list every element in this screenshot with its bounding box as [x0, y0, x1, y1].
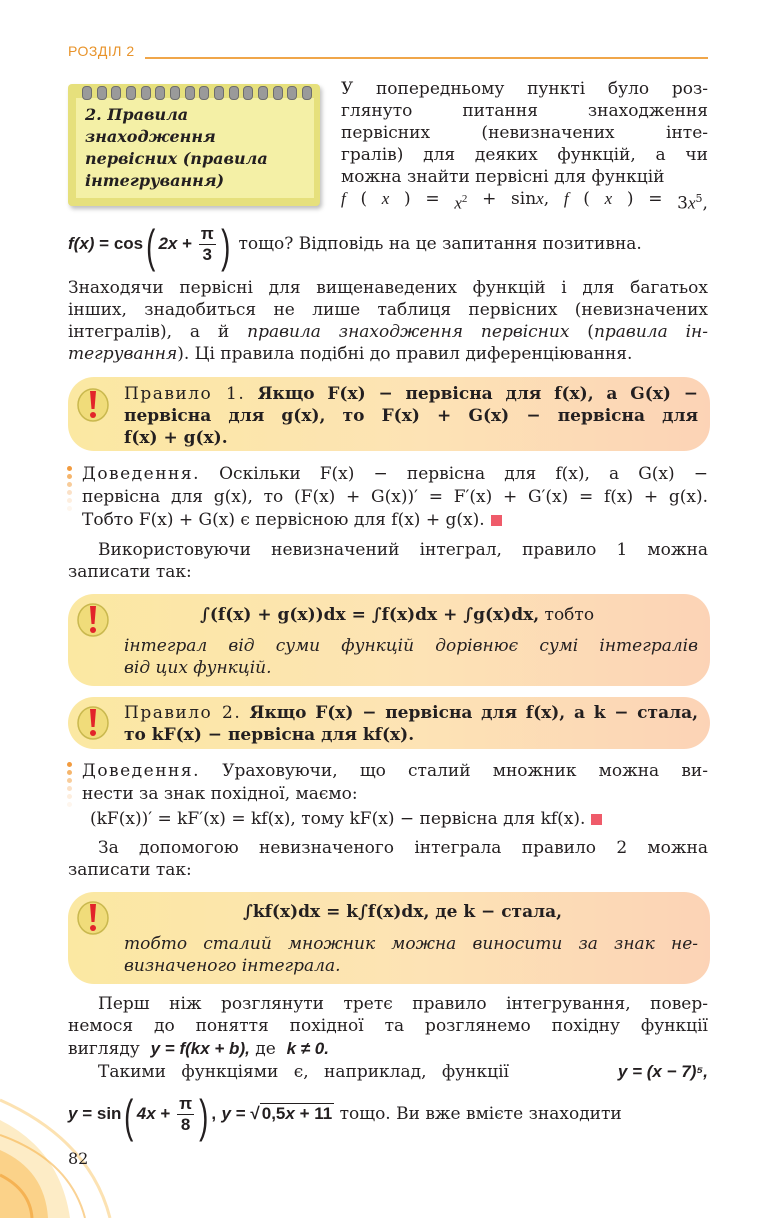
- notepad-rings: [82, 86, 312, 98]
- intro-line: У попередньому пункті було роз-: [341, 79, 708, 99]
- proof-marker: [67, 466, 72, 514]
- integral-sum-formula: ∫(f(x) + g(x))dx = ∫f(x)dx + ∫g(x)dx, тобто: [200, 605, 595, 625]
- qed-square-icon: [591, 814, 602, 825]
- proof-1-line: первісна для g(x), то (F(x) + G(x))′ = F′(x) + G′(x) = f(x) + g(x).: [82, 487, 708, 507]
- section-title: 2. Правила знаходження первісних (правила інтегрування): [85, 105, 268, 190]
- proof-2-line: Доведення. Ураховуючи, що сталий множник можна ви-: [82, 761, 708, 781]
- proof-1-line: Тобто F(x) + G(x) є первісною для f(x) + g(x).: [82, 509, 708, 531]
- para-line: записати так:: [68, 562, 192, 582]
- exclamation-icon: [76, 600, 110, 638]
- constant-factor-text: тобто сталий множник можна виносити за знак не- визначеного інтеграла.: [124, 934, 698, 976]
- para-line: Такими функціями є, наприклад, функції y = (x − 7)⁵,: [98, 1062, 708, 1082]
- section-label: РОЗДІЛ 2: [68, 43, 135, 59]
- intro-line: можна знайти первісні для функцій: [341, 167, 665, 187]
- header-rule: [145, 57, 708, 59]
- constant-factor-formula: ∫kf(x)dx = k∫f(x)dx, де k − стала,: [243, 902, 563, 922]
- proof-1-line: Доведення. Оскільки F(x) − первісна для f(x), а G(x) −: [82, 464, 708, 484]
- para-line: інших, знадобиться не лише таблиця первісних (невизначених: [68, 300, 708, 320]
- para-line: Знаходячи первісні для вищенаведених функцій і для багатьох: [68, 278, 708, 298]
- para-line: інтегралів), а й правила знаходження первісних (правила ін-: [68, 322, 708, 342]
- para-line: Перш ніж розглянути третє правило інтегрування, повер-: [98, 994, 708, 1014]
- intro-line: первісних (невизначених інте-: [341, 123, 708, 143]
- intro-line: глянуто питання знаходження: [341, 101, 708, 121]
- exclamation-icon: [76, 385, 110, 423]
- decorative-swirl: [0, 1080, 130, 1218]
- formula-sqrt: y = √ 0,5x + 11: [221, 1104, 333, 1123]
- exclamation-icon: [76, 898, 110, 936]
- para-line: За допомогою невизначеного інтеграла правило 2 можна: [98, 838, 708, 858]
- para-line: тегрування). Ці правила подібні до правил диференціювання.: [68, 344, 633, 364]
- exclamation-icon: [76, 703, 110, 741]
- proof-marker: [67, 762, 72, 810]
- rule-2-text: Правило 2. Якщо F(x) − первісна для f(x), а k − стала, то kF(x) − первісна для kf(x).: [124, 703, 699, 745]
- cos-formula-line: [68, 216, 642, 272]
- intro-functions-line: f ( x ) = $x^2$ + sinx, f ( x ) = $3x^5$,: [341, 189, 708, 214]
- integral-sum-text: інтеграл від суми функцій дорівнює сумі інтегралів від цих функцій.: [124, 636, 698, 678]
- para-line: записати так:: [68, 860, 192, 880]
- examples-line: y = sin( 4x + $\frac{\pi}{8}$ ) , y = √ 0,5x + 11 тощо. Ви вже вмієте знаходити: [68, 1090, 622, 1142]
- para-line: Використовуючи невизначений інтеграл, правило 1 можна: [98, 540, 708, 560]
- cos-tail: тощо? Відповідь на це запитання позитивна.: [238, 234, 642, 254]
- qed-square-icon: [491, 515, 502, 526]
- rule-1-text: Правило 1. Якщо F(x) − первісна для f(x), а G(x) − первісна для g(x), то F(x) + G(x) − первісна для f(x) + g(x).: [124, 384, 698, 448]
- para-line: вигляду y = f(kx + b), де k ≠ 0.: [68, 1039, 329, 1059]
- proof-2-line: нести за знак похідної, маємо:: [82, 784, 358, 804]
- formula-cos: f(x) = cos( 2x + $\frac{\pi}{3}$ ): [68, 220, 231, 272]
- proof-2-line: (kF(x))′ = kF′(x) = kf(x), тому kF(x) − первісна для kf(x).: [90, 808, 708, 830]
- intro-line: гралів) для деяких функцій, а чи: [341, 145, 708, 165]
- formula-sin: y = sin( 4x + $\frac{\pi}{8}$ ) ,: [68, 1090, 217, 1142]
- page-number: 82: [68, 1149, 89, 1168]
- para-line: немося до поняття похідної та розглянемо похідну функції: [68, 1016, 708, 1036]
